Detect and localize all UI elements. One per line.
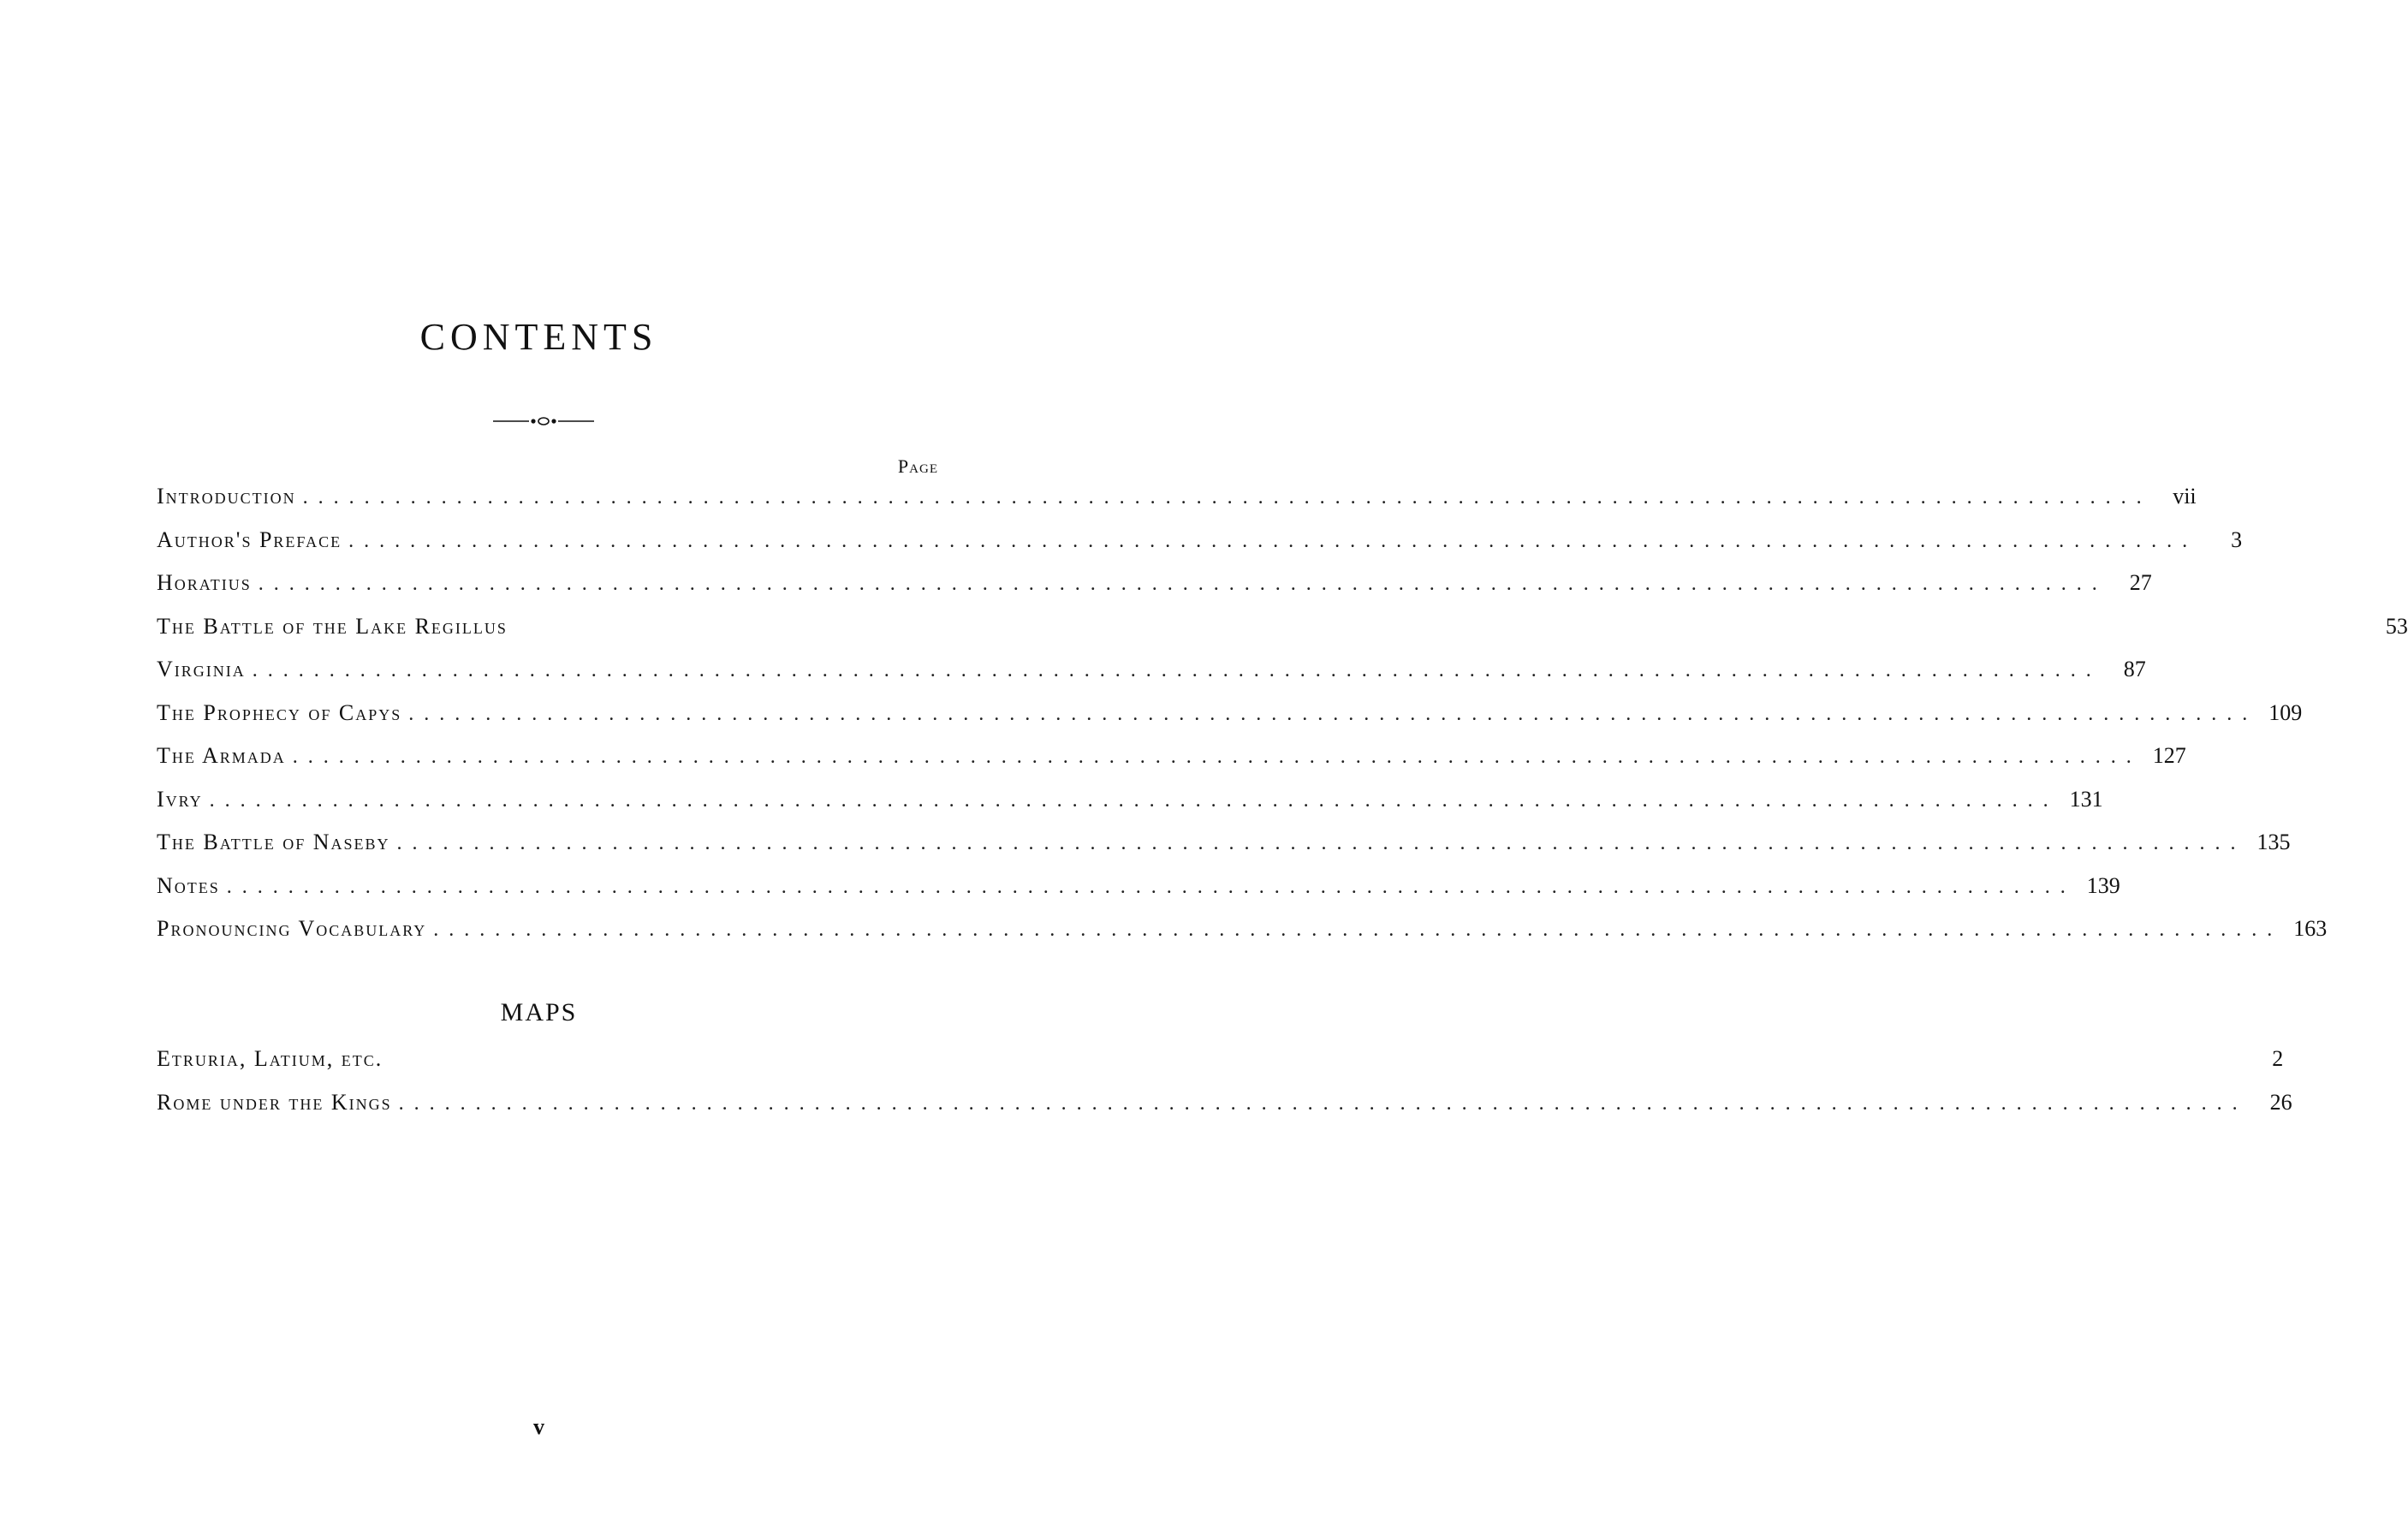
toc-entry-title: The Armada [157, 743, 286, 768]
toc-entry-page: 3 [2231, 527, 2243, 552]
maps-heading: MAPS [500, 998, 578, 1026]
toc-entry-page: vii [2173, 484, 2197, 509]
toc-entry-title: Introduction [157, 484, 296, 509]
toc-entry [157, 570, 2152, 614]
toc-entry-page: 27 [2129, 570, 2152, 595]
dot-leader: ........................................................................................................................ [292, 746, 2142, 768]
toc-entry-title: Virginia [157, 657, 246, 681]
toc-entry-page: 53 [2385, 613, 2408, 639]
dot-leader: ........................................................................................................................ [433, 919, 2283, 941]
toc-entry-title: The Battle of the Lake Regillus [157, 613, 508, 639]
toc-entry-page: 109 [2268, 699, 2303, 725]
toc-entry-title: Author's Preface [157, 527, 342, 552]
toc-entry-page: 135 [2256, 830, 2291, 854]
toc-entry-title: Rome under the Kings [157, 1089, 392, 1115]
dot-leader: ........................................................................................................................ [302, 486, 2152, 509]
dot-leader: ........................................................................................................................ [348, 529, 2198, 552]
dot-leader: ........................................................................................................................ [258, 573, 2108, 595]
toc-entry-title: Pronouncing Vocabulary [157, 916, 427, 941]
toc-entry-page: 131 [2069, 786, 2103, 812]
dot-leader: ........................................................................................................................ [398, 1092, 2248, 1115]
toc-entry [157, 743, 2186, 787]
contents-list [157, 484, 2408, 960]
toc-entry-title: Horatius [157, 570, 252, 595]
page-column-heading: Page [897, 455, 938, 477]
toc-entry [157, 1089, 2292, 1133]
toc-entry-title: The Battle of Naseby [157, 830, 390, 854]
toc-entry-page: 139 [2086, 872, 2120, 898]
toc-entry [157, 527, 2243, 571]
toc-entry-page: 26 [2269, 1089, 2292, 1115]
toc-entry-page: 2 [2272, 1046, 2284, 1071]
dot-leader: ........................................................................................................................ [252, 659, 2102, 681]
toc-entry-page: 87 [2123, 657, 2146, 681]
toc-entry [157, 484, 2197, 527]
toc-entry-title: Notes [157, 872, 220, 898]
maps-list [157, 1046, 2292, 1133]
toc-entry [157, 699, 2303, 744]
toc-entry [157, 657, 2146, 700]
fleuron-rule-icon [493, 414, 594, 428]
dot-leader: ........................................................................................................................ [408, 702, 2258, 725]
page-number: v [533, 1414, 544, 1439]
toc-entry-title: Etruria, Latium, etc. [157, 1046, 383, 1071]
toc-entry [157, 916, 2328, 960]
toc-entry [157, 1046, 2284, 1090]
toc-entry [157, 830, 2291, 873]
toc-entry [157, 786, 2103, 830]
page-title: CONTENTS [419, 316, 658, 358]
toc-entry-page: 127 [2152, 743, 2186, 768]
dot-leader: ........................................................................................................................ [209, 788, 2059, 812]
toc-entry [157, 872, 2120, 917]
dot-leader: ........................................................................................................................ [396, 832, 2246, 854]
dot-leader: ........................................................................................................................ [226, 875, 2076, 898]
toc-entry [157, 613, 2408, 657]
toc-entry-title: The Prophecy of Capys [157, 699, 402, 725]
toc-entry-title: Ivry [157, 786, 203, 812]
toc-entry-page: 163 [2293, 916, 2328, 941]
